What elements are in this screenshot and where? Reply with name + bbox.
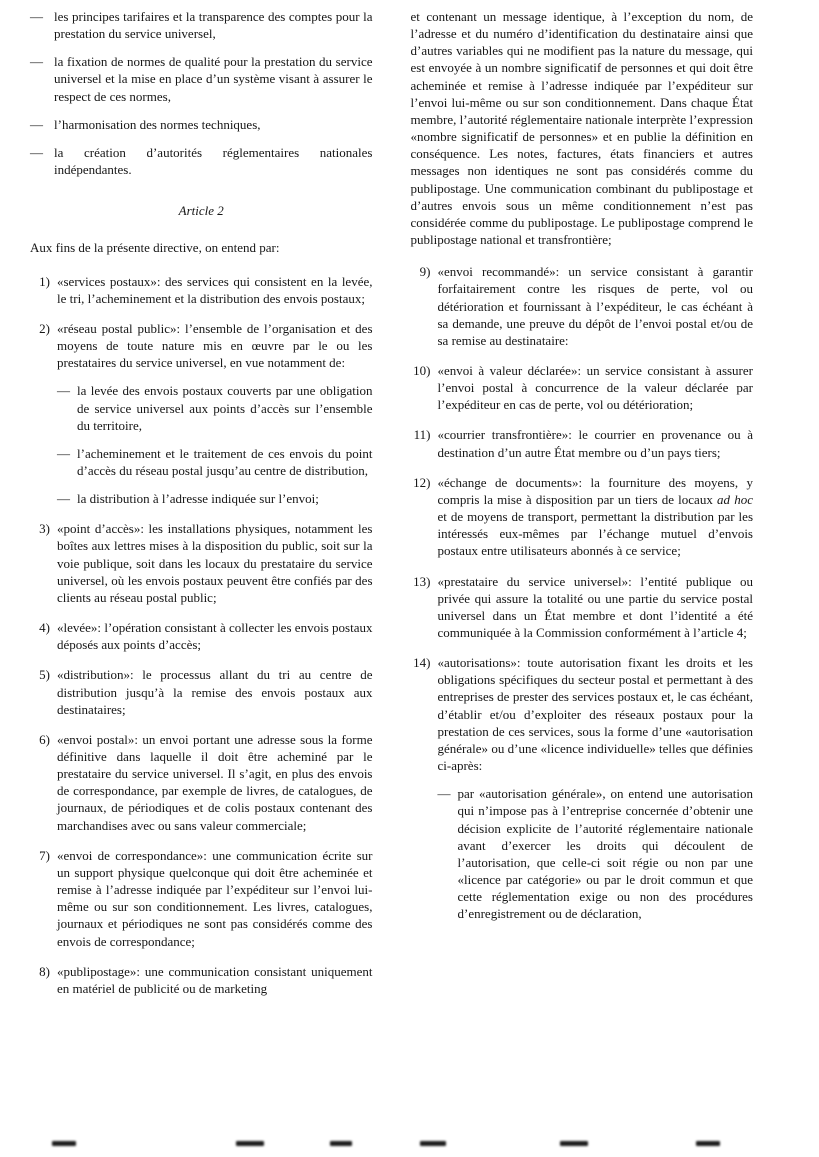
dash-list-item bbox=[30, 144, 373, 178]
definition-number: 10) bbox=[413, 362, 431, 378]
illegible-footer-mark bbox=[420, 1141, 446, 1146]
dash-item-text: l’acheminement et le traitement de ces envois du point d’accès du réseau postal jusqu’au centre de distribution, bbox=[77, 445, 373, 478]
illegible-footer-mark bbox=[560, 1141, 588, 1146]
definition-item bbox=[30, 666, 373, 717]
definition-body bbox=[438, 426, 754, 460]
definition-body bbox=[57, 847, 373, 950]
top-dash-list bbox=[30, 8, 373, 178]
dash-item-text: la création d’autorités réglementaires nationales indépendantes. bbox=[54, 144, 373, 178]
dash-marker: — bbox=[57, 445, 70, 461]
definition-body bbox=[57, 520, 373, 606]
definition-text: «distribution»: le processus allant du tri au centre de distribution jusqu’à la remise des envois postaux aux destinataires; bbox=[57, 667, 373, 717]
text-segment: et de moyens de transport, permettant la distribution par les intéressés eux-mêmes par l’échange mutuel d’envois postaux entre utilisateurs abonnés à ce service; bbox=[437, 509, 753, 559]
definition-text: «envoi de correspondance»: une communication écrite sur un support physique quelconque qui doit être acheminée et remise à l’adresse indiquée par l’expéditeur sur l’envoi lui-même ou sur son conditionnement. Les livres, catalogues, journaux et périodiques ne sont pas considérés comme des envois de correspondance; bbox=[57, 847, 373, 949]
definition-body bbox=[438, 573, 754, 642]
dash-list-item bbox=[438, 785, 754, 922]
definition-item bbox=[30, 731, 373, 834]
dash-marker: — bbox=[30, 116, 43, 132]
definition-body bbox=[57, 619, 373, 653]
illegible-footer-mark bbox=[52, 1141, 76, 1146]
dash-list-item bbox=[30, 53, 373, 104]
definition-text: «autorisations»: toute autorisation fixant les droits et les obligations spécifiques du secteur postal et permettant à des entreprises de prester des services postaux et, le cas échéant, d’établir et/ou d’exploiter des réseaux postaux pour la prestation de ces services, sous la forme d’une «autorisation générale» ou d’une «licence individuelle» telles que définies ci-après: bbox=[437, 655, 753, 774]
illegible-footer-mark bbox=[330, 1141, 352, 1146]
definition-item bbox=[30, 963, 373, 997]
definition-number: 14) bbox=[413, 655, 431, 671]
dash-list-item bbox=[57, 382, 373, 433]
definition-text: «envoi postal»: un envoi portant une adresse sous la forme définitive dans laquelle il doit être acheminé par le prestataire du service universel. Il s’agit, en plus des envois de correspondance, par exemple de livres, de catalogues, de journaux, de périodiques et de colis postaux contenant des marchandises avec ou sans valeur commerciale; bbox=[57, 731, 373, 833]
definition-number: 5) bbox=[39, 667, 50, 683]
definition-number: 4) bbox=[39, 620, 50, 636]
dash-item-text: la levée des envois postaux couverts par une obligation de service universel aux points d’accès sur l’ensemble du territoire, bbox=[77, 383, 373, 433]
definition-number: 12) bbox=[413, 474, 431, 490]
definition-item bbox=[30, 619, 373, 653]
definition-number: 9) bbox=[419, 264, 431, 280]
definition-text: «services postaux»: des services qui consistent en la levée, le tri, l’acheminement et la distribution des envois postaux; bbox=[57, 273, 373, 306]
dash-item-text: les principes tarifaires et la transparence des comptes pour la prestation du service universel, bbox=[54, 9, 373, 42]
definition-body bbox=[57, 963, 373, 997]
dash-marker: — bbox=[57, 383, 70, 399]
text-segment: «échange de documents»: la fourniture des moyens, y compris la mise à disposition par un tiers de locaux bbox=[437, 474, 753, 507]
dash-item-text: l’harmonisation des normes techniques, bbox=[54, 116, 261, 132]
definition-text bbox=[438, 474, 754, 560]
dash-item-text: la distribution à l’adresse indiquée sur l’envoi; bbox=[77, 491, 319, 507]
intro-paragraph: Aux fins de la présente directive, on entend par: bbox=[30, 240, 280, 256]
definition-item bbox=[30, 520, 373, 606]
dash-list-item bbox=[30, 8, 373, 42]
definition-text: «envoi à valeur déclarée»: un service consistant à assurer l’envoi postal à concurrence de la valeur déclarée par l’expéditeur en cas de perte, vol ou détérioration; bbox=[437, 362, 753, 413]
definition-number: 6) bbox=[39, 731, 50, 747]
dash-marker: — bbox=[57, 491, 70, 507]
definition-body bbox=[57, 666, 373, 717]
definition-text: «réseau postal public»: l’ensemble de l’organisation et des moyens de toute nature mis en œuvre par le ou les prestataires du service universel, en vue notamment de: bbox=[57, 320, 373, 371]
dash-marker: — bbox=[437, 786, 451, 802]
definition-item bbox=[411, 362, 754, 413]
definition-item bbox=[411, 474, 754, 560]
definition-item bbox=[411, 573, 754, 642]
definitions-list-left bbox=[30, 273, 373, 997]
definition-body bbox=[438, 263, 754, 349]
definition-item bbox=[30, 320, 373, 507]
definition-body bbox=[57, 320, 373, 507]
italic-text: ad hoc bbox=[717, 491, 753, 507]
illegible-footer-mark bbox=[236, 1141, 264, 1146]
article-heading: Article 2 bbox=[178, 203, 224, 219]
definition-text: «levée»: l’opération consistant à collecter les envois postaux déposés aux points d’accès; bbox=[57, 620, 373, 653]
definition-number: 13) bbox=[413, 573, 431, 589]
definition-item bbox=[411, 654, 754, 922]
definition-number: 7) bbox=[39, 847, 50, 863]
continuation-paragraph: et contenant un message identique, à l’exception du nom, de l’adresse et du numéro d’identification du destinataire ainsi que d’autres variables qui ne modifient pas la nature du message, qui est envoyée à un nombre significatif de personnes et qui doit être acheminée et remise à l’adresse indiquée par l’expéditeur sur l’envoi lui-même ou sur son conditionnement. Dans chaque État membre, l’autorité réglementaire nationale interprète l’expression «nombre significatif de personnes» et en publie la définition en conséquence. Les notes, factures, états financiers et autres messages non identiques ne sont pas considérés comme du publipostage. Une communication combinant du publipostage et d’autres envois sous un même conditionnement n’est pas considérée comme du publipostage. Le publipostage comprend le publipostage national et transfrontière; bbox=[410, 9, 753, 248]
definition-number: 1) bbox=[39, 273, 50, 289]
dash-marker: — bbox=[30, 144, 43, 160]
right-column bbox=[411, 8, 754, 1157]
dash-list-item bbox=[57, 445, 373, 479]
dash-item-text: par «autorisation générale», on entend une autorisation qui n’impose pas à l’entreprise concernée d’obtenir une décision explicite de l’autorité réglementaire nationale avant d’exercer les droits qui découlent de l’autorisation, que celle-ci soit régie ou non par une «licence par catégorie» ou par le droit commun et que cette réglementation exige ou non des procédures d’enregistrement ou de déclaration, bbox=[457, 786, 753, 922]
definition-body bbox=[438, 474, 754, 560]
definition-body bbox=[438, 362, 754, 413]
dash-item-text: la fixation de normes de qualité pour la prestation du service universel et la mise en place d’un système visant à assurer le respect de ces normes, bbox=[54, 54, 373, 104]
definition-text: «envoi recommandé»: un service consistant à garantir forfaitairement contre les risques de perte, vol ou détérioration et fournissant à l’expéditeur, le cas échéant à sa demande, une preuve du dépôt de l’envoi postal et/ou de sa remise au destinataire: bbox=[437, 264, 753, 348]
definition-item bbox=[30, 847, 373, 950]
definition-body bbox=[57, 273, 373, 307]
definition-number: 2) bbox=[39, 320, 50, 336]
definition-item bbox=[30, 273, 373, 307]
definition-text: «courrier transfrontière»: le courrier en provenance ou à destination d’un autre État membre ou d’un pays tiers; bbox=[437, 427, 753, 460]
dash-marker: — bbox=[30, 9, 43, 24]
dash-list-item bbox=[57, 490, 373, 507]
definition-body bbox=[57, 731, 373, 834]
definition-text: «prestataire du service universel»: l’entité publique ou privée qui assure la totalité ou une partie du service postal universel dans un État membre et dont l’identité a été communiquée à la Commission conformément à l’article 4; bbox=[437, 573, 753, 640]
definition-body bbox=[438, 654, 754, 922]
definitions-list-right bbox=[411, 263, 754, 922]
illegible-footer-mark bbox=[696, 1141, 720, 1146]
definition-item bbox=[411, 263, 754, 349]
left-column bbox=[30, 8, 373, 1157]
definition-item bbox=[411, 426, 754, 460]
dash-marker: — bbox=[30, 54, 43, 70]
dash-list-item bbox=[30, 116, 373, 133]
definition-number: 3) bbox=[39, 521, 50, 537]
definition-text: «publipostage»: une communication consistant uniquement en matériel de publicité ou de marketing bbox=[57, 963, 373, 996]
definition-text: «point d’accès»: les installations physiques, notamment les boîtes aux lettres mises à la disposition du public, soit sur la voie publique, soit dans les locaux du prestataire du service universel, où les envois postaux peuvent être confiés par des clients au réseau postal public; bbox=[57, 521, 373, 605]
definition-number: 8) bbox=[39, 963, 50, 979]
definition-number: 11) bbox=[413, 427, 431, 443]
